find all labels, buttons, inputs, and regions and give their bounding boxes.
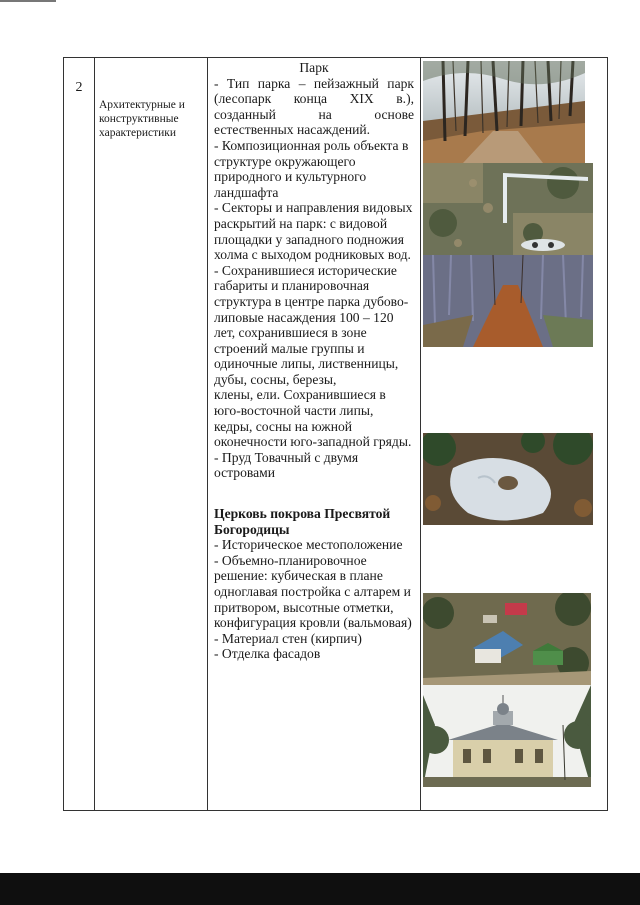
church-aerial-photo — [423, 593, 591, 685]
church-material-paragraph: - Материал стен (кирпич) — [214, 630, 362, 646]
photos-cell — [421, 58, 608, 811]
characteristic-label: Архитектурные и конструктивные характеристики — [99, 99, 185, 139]
description-text — [208, 58, 420, 810]
park-forest-photo — [423, 61, 585, 163]
church-location-paragraph: - Историческое местоположение — [214, 537, 403, 553]
characteristic-cell — [95, 58, 208, 811]
park-structure-paragraph: - Сохранившиеся исторические габариты и планировочная структура в центре парка дубово-липовые насаждения 100 – 120 лет, сохранившиеся в зоне строений малые группы и одиночные липы, лиственницы, дубы, сосны, березы, — [214, 262, 409, 387]
park-view-sectors-paragraph: - Секторы и направления видовых раскрытий на парк: с видовой площадки у западного подножия холма с выходом родниковых вод. — [214, 200, 413, 263]
pond-photo — [423, 433, 593, 525]
scan-mark — [0, 0, 56, 2]
park-pond-paragraph: - Пруд Товачный с двумя островами — [214, 449, 359, 481]
row-number: 2 — [75, 80, 83, 95]
church-facade-paragraph: - Отделка фасадов — [214, 646, 321, 662]
row-number-cell — [64, 58, 95, 811]
park-heading: Парк — [299, 60, 329, 75]
description-cell — [208, 58, 421, 811]
characteristics-table — [63, 57, 608, 811]
park-trees-paragraph: клены, ели. Сохранившиеся в юго-восточной части липы, кедры, сосны на южной оконечности юго-западной гряды. — [214, 387, 412, 450]
park-aerial-photo — [423, 163, 593, 255]
scan-bottom-edge — [0, 873, 640, 905]
church-layout-paragraph: - Объемно-планировочное решение: кубическая в плане одноглавая постройка с алтарем и притвором, высотные отметки, конфигурация кровли (вальмовая) — [214, 552, 412, 631]
park-type-paragraph: - Тип парка – пейзажный парк (лесопарк конца XIX в.), созданный на основе естественных насаждений. — [214, 75, 414, 138]
park-path-photo — [423, 255, 593, 347]
table-row — [64, 58, 608, 811]
church-heading: Церковь покрова Пресвятой Богородицы — [214, 506, 391, 537]
park-composition-paragraph: - Композиционная роль объекта в структуре окружающего природного и культурного ландшафта — [214, 137, 409, 200]
church-facade-photo — [423, 685, 591, 787]
